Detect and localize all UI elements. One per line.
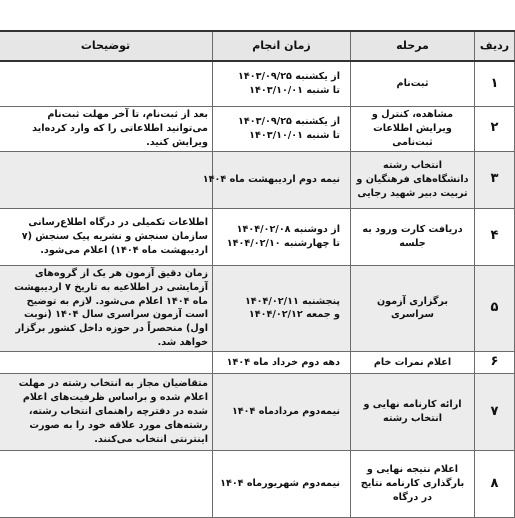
row-description	[0, 151, 213, 208]
row-description	[0, 61, 213, 107]
row-time	[213, 61, 351, 107]
table-row	[0, 265, 515, 351]
header-stage: مرحله	[351, 31, 475, 61]
row-stage: دریافت کارت ورود به جلسه	[351, 208, 475, 265]
time-line: نیمه‌دوم شهریورماه ۱۴۰۴	[220, 478, 340, 490]
time-line: نیمه دوم اردیبهشت ماه ۱۴۰۴	[202, 173, 340, 185]
row-time	[213, 265, 351, 351]
row-time	[213, 107, 351, 152]
time-line: پنجشنبه ۱۴۰۴/۰۲/۱۱	[244, 295, 340, 307]
table-row	[0, 374, 515, 451]
row-time	[213, 208, 351, 265]
time-line: و جمعه ۱۴۰۴/۰۲/۱۲	[248, 309, 340, 321]
table-row	[0, 352, 515, 374]
row-index: ۱	[475, 61, 515, 107]
time-line: تا شنبه ۱۴۰۳/۱۰/۰۱	[249, 129, 340, 141]
table-row	[0, 61, 515, 107]
table-row	[0, 451, 515, 518]
row-description	[0, 451, 213, 518]
time-line: از یکشنبه ۱۴۰۳/۰۹/۲۵	[238, 71, 340, 83]
time-line: تا شنبه ۱۴۰۳/۱۰/۰۱	[249, 85, 340, 96]
row-description: بعد از ثبت‌نام، تا آخر مهلت ثبت‌نام می‌توانید اطلاعاتی را که وارد کرده‌اید ویرایش کنید.	[0, 107, 213, 152]
row-index: ۳	[475, 151, 515, 208]
row-stage: ثبت‌نام	[351, 61, 475, 107]
time-line: از دوشنبه ۱۴۰۴/۰۲/۰۸	[236, 223, 340, 235]
row-index: ۶	[475, 352, 515, 374]
row-index: ۷	[475, 374, 515, 451]
time-line: تا چهارشنبه ۱۴۰۴/۰۲/۱۰	[226, 237, 340, 249]
time-line: نیمه‌دوم مردادماه ۱۴۰۴	[231, 406, 340, 418]
time-line: دهه دوم خرداد ماه ۱۴۰۴	[226, 356, 340, 368]
row-time	[202, 151, 351, 208]
row-time	[213, 451, 351, 518]
row-stage: انتخاب رشته دانشگاه‌های فرهنگیان و تربیت دبیر شهید رجایی	[351, 151, 475, 208]
row-index: ۴	[475, 208, 515, 265]
exam-schedule-table	[0, 30, 515, 518]
header-time: زمان انجام	[213, 31, 351, 61]
table-row	[0, 151, 515, 208]
row-stage: مشاهده، کنترل و ویرایش اطلاعات ثبت‌نامی	[351, 107, 475, 152]
row-stage: اعلام نتیجه نهایی و بارگذاری کارنامه نتایج در درگاه	[351, 451, 475, 518]
table-row	[0, 208, 515, 265]
row-index: ۸	[475, 451, 515, 518]
header-index: ردیف	[475, 31, 515, 61]
row-stage: ارائه کارنامه نهایی و انتخاب رشته	[351, 374, 475, 451]
time-line: از یکشنبه ۱۴۰۳/۰۹/۲۵	[238, 115, 340, 127]
header-description: توضیحات	[0, 31, 213, 61]
row-description: متقاضیان مجاز به انتخاب رشته در مهلت اعلام شده و براساس ظرفیت‌های اعلام شده در دفترچه راهنمای انتخاب رشته، رشته‌های مورد علاقه خود را به صورت اینترنتی انتخاب می‌کنند.	[0, 374, 213, 451]
row-description: زمان دقیق آزمون هر یک از گروه‌های آزمایشی در اطلاعیه به تاریخ ۷ اردیبهشت ماه ۱۴۰۴ اعلام می‌شود. لازم به توضیح است آزمون سراسری سال ۱۴۰۴ (نوبت اول) منحصراً در حوزه داخل کشور برگزار خواهد شد.	[0, 265, 213, 351]
row-index: ۲	[475, 107, 515, 152]
row-time	[213, 352, 351, 374]
row-time	[213, 374, 351, 451]
row-index: ۵	[475, 265, 515, 351]
row-stage: برگزاری آزمون سراسری	[351, 265, 475, 351]
row-description	[0, 352, 213, 374]
row-stage: اعلام نمرات خام	[351, 352, 475, 374]
table-row	[0, 107, 515, 152]
table-header-row	[0, 31, 515, 61]
row-description: اطلاعات تکمیلی در درگاه اطلاع‌رسانی سازمان سنجش و نشریه پیک سنجش (۷ اردیبهشت ماه ۱۴۰۴) اعلام می‌شود.	[0, 208, 213, 265]
